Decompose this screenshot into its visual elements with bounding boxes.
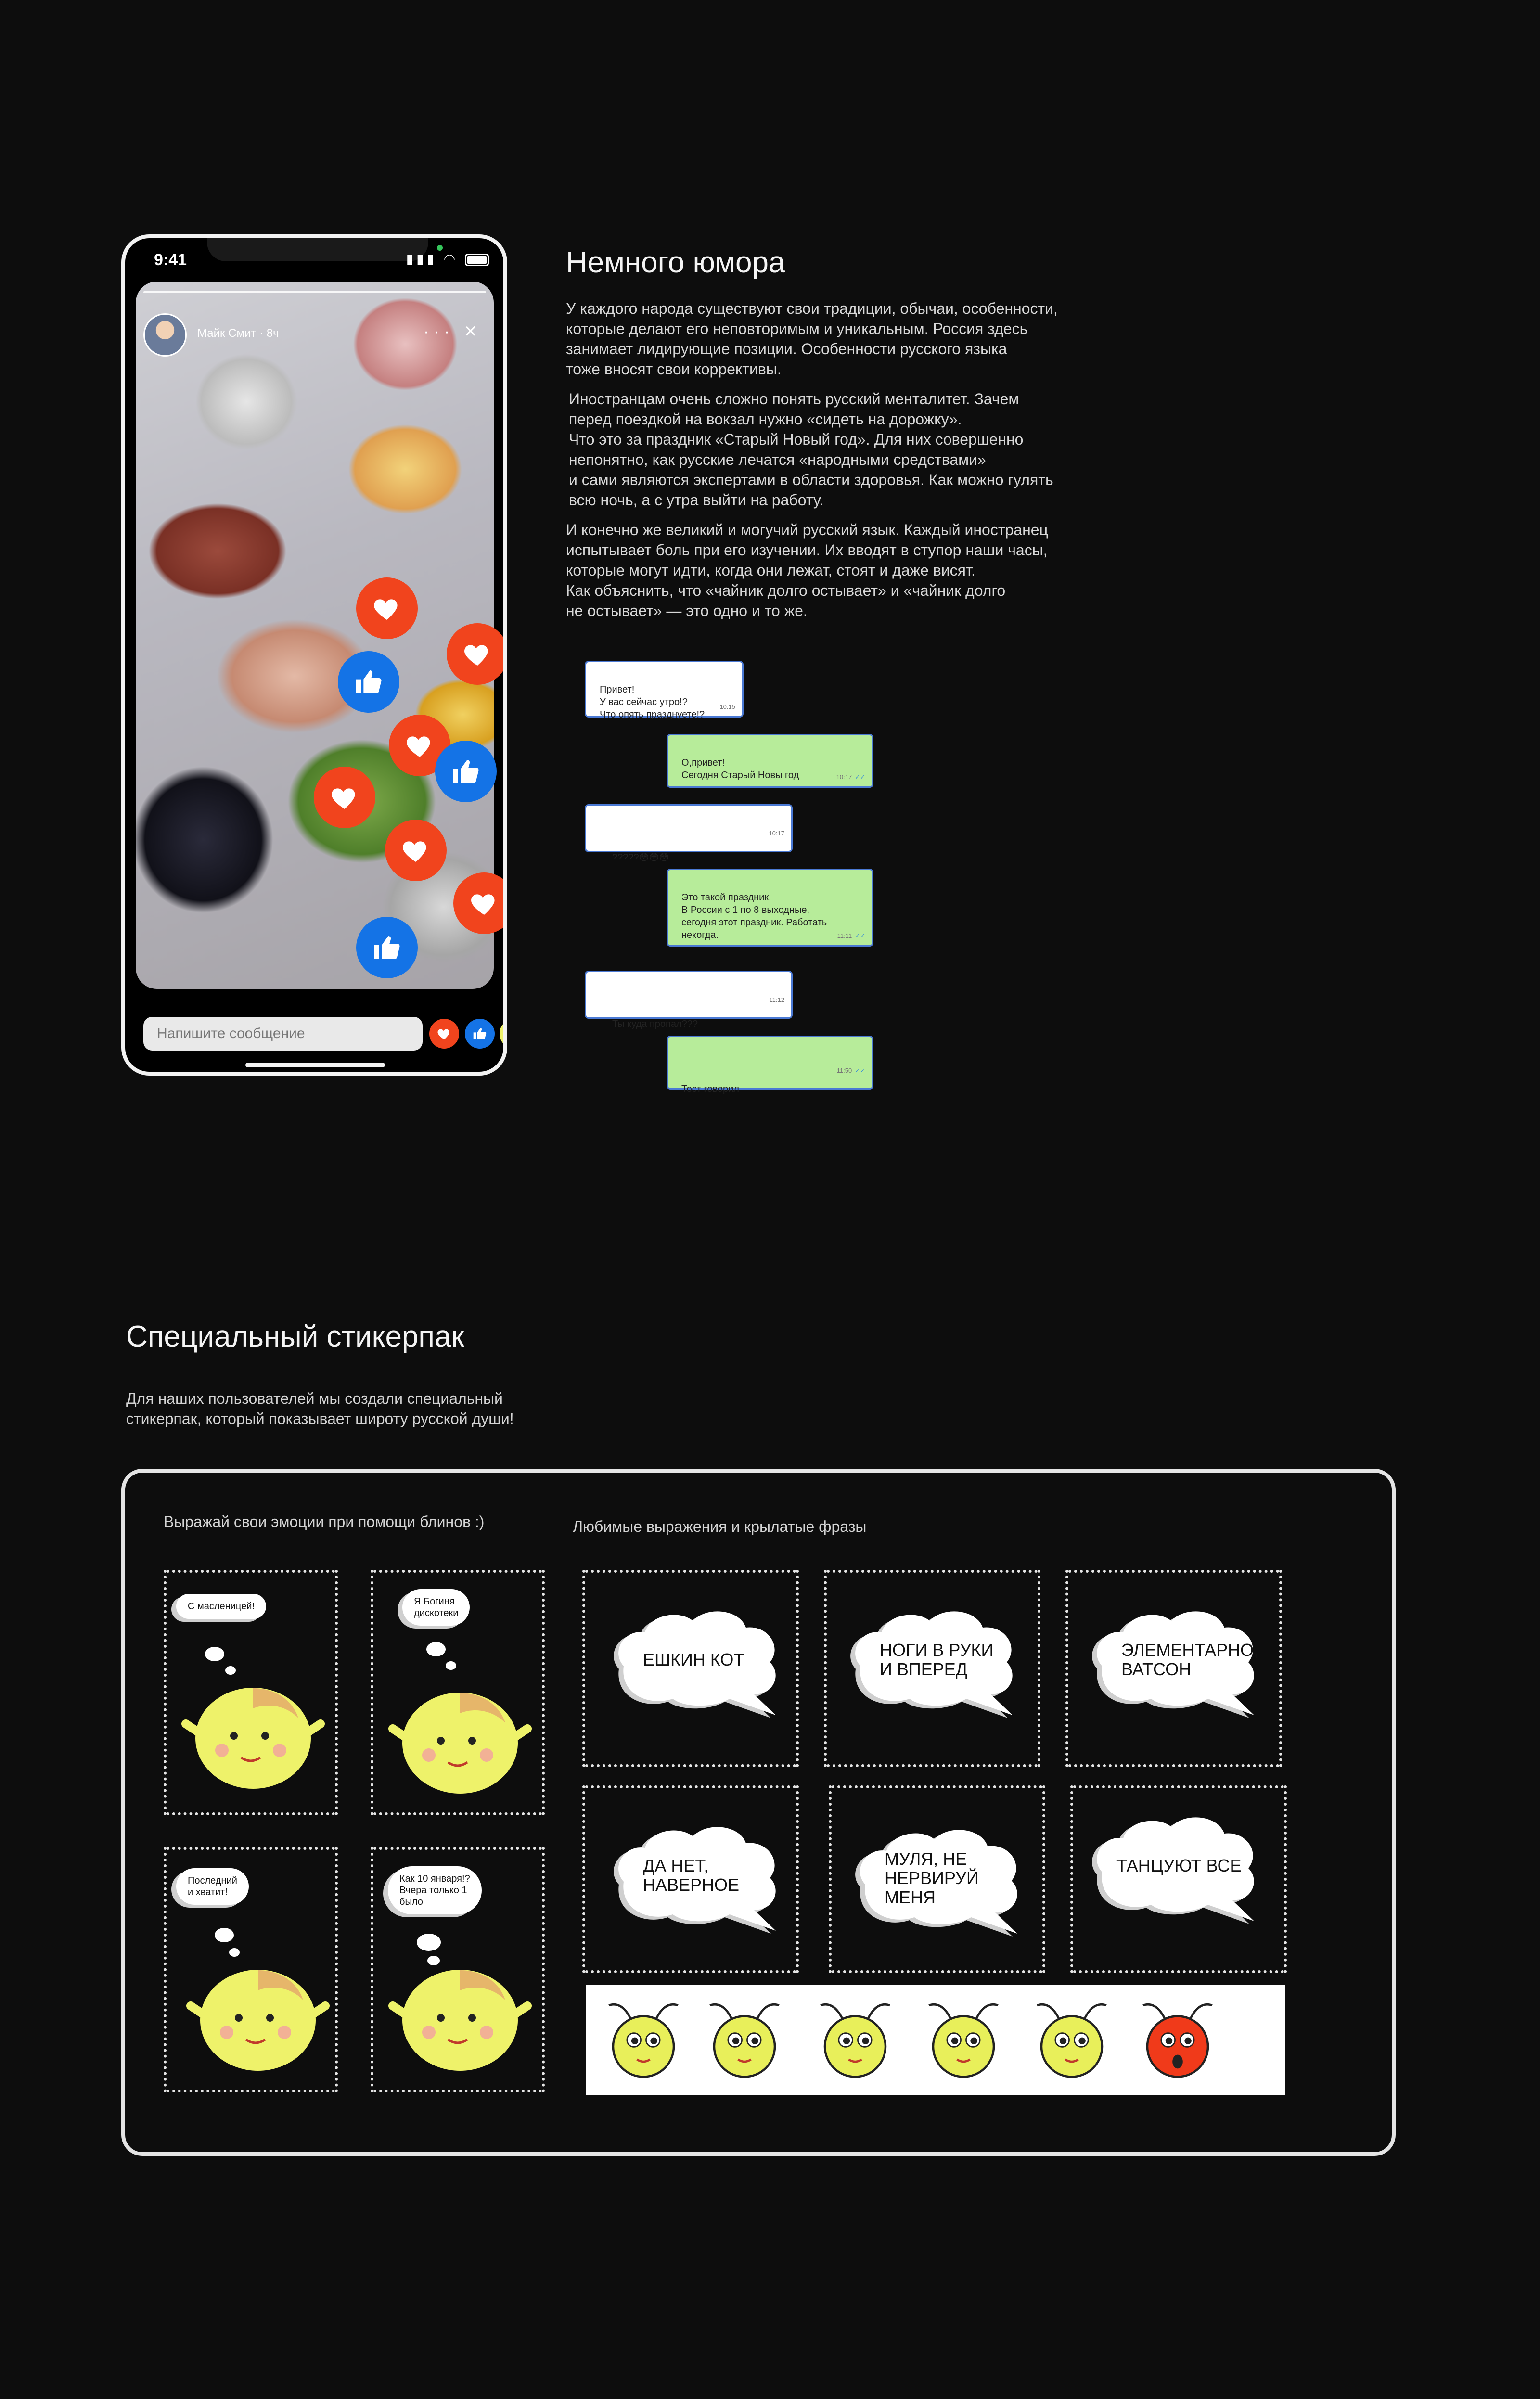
camera-indicator-icon bbox=[437, 245, 443, 251]
avatar[interactable] bbox=[143, 313, 187, 357]
message-text: Ты куда пропал??? bbox=[612, 1019, 698, 1029]
sticker-pancake[interactable] bbox=[371, 1570, 545, 1815]
thought-bubble: Последний и хватит! bbox=[176, 1868, 249, 1905]
message-time: 11:50 ✓✓ bbox=[836, 1067, 865, 1074]
like-reaction-icon bbox=[435, 741, 497, 802]
thought-bubble: Я Богиня дискотеки bbox=[402, 1589, 470, 1626]
thought-dot bbox=[446, 1661, 456, 1670]
thought-dot bbox=[229, 1948, 240, 1957]
like-reaction-icon bbox=[356, 917, 418, 978]
chat-bubble-incoming bbox=[585, 804, 793, 863]
phrase-text: ЕШКИН КОТ bbox=[643, 1650, 744, 1669]
message-text: Привет! У вас сейчас утро!? Что опять празднуете!? bbox=[600, 684, 705, 720]
paragraph-language: И конечно же великий и могучий русский язык. Каждый иностранец испытывает боль при его изучении. Их вводят в ступор наши часы, которые могут идти, когда они лежат, стоят и даже висят. Как объяснить, что «чайник долго остывает» и «чайник долго не остывает» — это одно и то же. bbox=[566, 521, 1048, 619]
message-text: ?????😳😳😳 bbox=[612, 852, 669, 863]
paragraph-mentality: Иностранцам очень сложно понять русский менталитет. Зачем перед поездкой на вокзал нужно «сидеть на дорожку». Что это за праздник «Старый Новый год». Для них совершенно непонятно, как русские лечатся «народными средствами» и сами являются экспертами в области здоровья. Как можно гулять всю ночь, а с утра выйти на работу. bbox=[569, 390, 1053, 509]
heart-reaction-icon bbox=[447, 623, 507, 685]
sticker-phrase[interactable] bbox=[1065, 1570, 1282, 1767]
thought-dot bbox=[417, 1934, 441, 1951]
phrase-stickers-label: Любимые выражения и крылатые фразы bbox=[573, 1518, 867, 1535]
message-input[interactable]: Напишите сообщение bbox=[143, 1017, 423, 1051]
story-progress-bar bbox=[143, 291, 486, 293]
chat-bubble-incoming bbox=[585, 661, 744, 718]
pancake-character bbox=[186, 1963, 330, 2078]
read-check-icon: ✓✓ bbox=[855, 932, 865, 939]
status-time: 9:41 bbox=[154, 251, 187, 269]
status-icons bbox=[406, 251, 489, 267]
heart-reaction-icon bbox=[356, 577, 418, 639]
sticker-phrase[interactable] bbox=[582, 1570, 799, 1767]
wifi-icon: ◠ bbox=[443, 251, 459, 266]
more-icon[interactable]: ··· bbox=[424, 322, 455, 341]
thought-bubble: Как 10 января!? Вчера только 1 было bbox=[388, 1866, 482, 1914]
heart-button[interactable] bbox=[429, 1019, 459, 1049]
thought-bubble: С масленицей! bbox=[176, 1594, 266, 1619]
story-user-name: Майк Смит · 8ч bbox=[197, 327, 279, 340]
message-time: 11:12 bbox=[769, 996, 784, 1003]
phrase-text: МУЛЯ, НЕ НЕРВИРУЙ МЕНЯ bbox=[885, 1849, 979, 1907]
phrase-text: ТАНЦУЮТ ВСЕ bbox=[1116, 1856, 1242, 1875]
emoji-sticker-strip bbox=[586, 1985, 1285, 2095]
thought-dot bbox=[426, 1642, 446, 1656]
sticker-pancake[interactable] bbox=[164, 1570, 338, 1815]
sticker-phrase[interactable] bbox=[1070, 1785, 1287, 1973]
message-text: Тост говорил bbox=[681, 1084, 739, 1094]
home-indicator bbox=[245, 1063, 385, 1067]
chat-bubble-outgoing bbox=[667, 734, 873, 788]
message-text: О,привет! Сегодня Старый Новы год bbox=[681, 757, 799, 781]
sticker-phrase[interactable] bbox=[582, 1785, 799, 1973]
section-title-stickers: Специальный стикерпак bbox=[126, 1320, 464, 1353]
bug-emoji-love[interactable] bbox=[1028, 1992, 1115, 2088]
like-reaction-icon bbox=[338, 651, 399, 713]
heart-reaction-icon bbox=[385, 820, 447, 881]
chat-bubble-outgoing bbox=[667, 1036, 873, 1094]
story-image[interactable] bbox=[136, 282, 494, 989]
sticker-phrase[interactable] bbox=[829, 1785, 1045, 1973]
phone-notch bbox=[207, 234, 428, 261]
bug-emoji-shy[interactable] bbox=[920, 1992, 1007, 2088]
thought-dot bbox=[215, 1928, 234, 1942]
chat-bubble-outgoing bbox=[667, 869, 873, 947]
emoji-button[interactable] bbox=[500, 1019, 507, 1049]
message-text: Это такой праздник. В России с 1 по 8 выходные, сегодня этот праздник. Работать некогда. bbox=[681, 892, 827, 940]
pancake-stickers-label: Выражай свои эмоции при помощи блинов :) bbox=[164, 1513, 485, 1530]
stickers-description: Для наших пользователей мы создали специальный стикерпак, который показывает широту русской души! bbox=[126, 1390, 514, 1427]
thought-dot bbox=[205, 1647, 224, 1661]
bug-emoji-smile[interactable] bbox=[701, 1992, 788, 2088]
signal-icon: ▮▮▮ bbox=[406, 251, 437, 266]
section-title-humor: Немного юмора bbox=[566, 246, 785, 279]
message-time: 10:15 bbox=[719, 703, 735, 710]
pancake-character bbox=[388, 1685, 532, 1801]
like-button[interactable] bbox=[465, 1019, 495, 1049]
message-time: 10:17 ✓✓ bbox=[836, 773, 865, 781]
story-actions bbox=[424, 322, 482, 341]
close-icon[interactable]: ✕ bbox=[463, 322, 482, 341]
heart-reaction-icon bbox=[314, 767, 375, 828]
phrase-text: ДА НЕТ, НАВЕРНОЕ bbox=[643, 1856, 740, 1895]
sticker-phrase[interactable] bbox=[824, 1570, 1040, 1767]
sticker-pancake[interactable] bbox=[371, 1847, 545, 2092]
bug-emoji-surprised[interactable] bbox=[812, 1992, 898, 2088]
bug-emoji-neutral[interactable] bbox=[600, 1992, 687, 2088]
chat-bubble-incoming bbox=[585, 971, 793, 1029]
message-time: 11:11 ✓✓ bbox=[837, 932, 865, 939]
sticker-pancake[interactable] bbox=[164, 1847, 338, 2092]
phrase-text: ЭЛЕМЕНТАРНО, ВАТСОН bbox=[1121, 1640, 1259, 1679]
pancake-character bbox=[181, 1681, 325, 1796]
read-check-icon: ✓✓ bbox=[855, 1067, 865, 1074]
phrase-text: НОГИ В РУКИ И ВПЕРЕД bbox=[880, 1640, 994, 1679]
phone-mockup bbox=[121, 234, 507, 1076]
paragraph-traditions: У каждого народа существуют свои традиции, обычаи, особенности, которые делают его неповторимым и уникальным. Россия здесь занимает лидирующие позиции. Особенности русского языка тоже вносят свои коррективы. bbox=[566, 300, 1058, 378]
pancake-character bbox=[388, 1963, 532, 2078]
read-check-icon: ✓✓ bbox=[855, 773, 865, 781]
bug-emoji-angry[interactable] bbox=[1134, 1992, 1221, 2088]
message-time: 10:17 bbox=[769, 830, 784, 837]
thought-dot bbox=[225, 1666, 236, 1675]
battery-icon bbox=[465, 254, 489, 266]
